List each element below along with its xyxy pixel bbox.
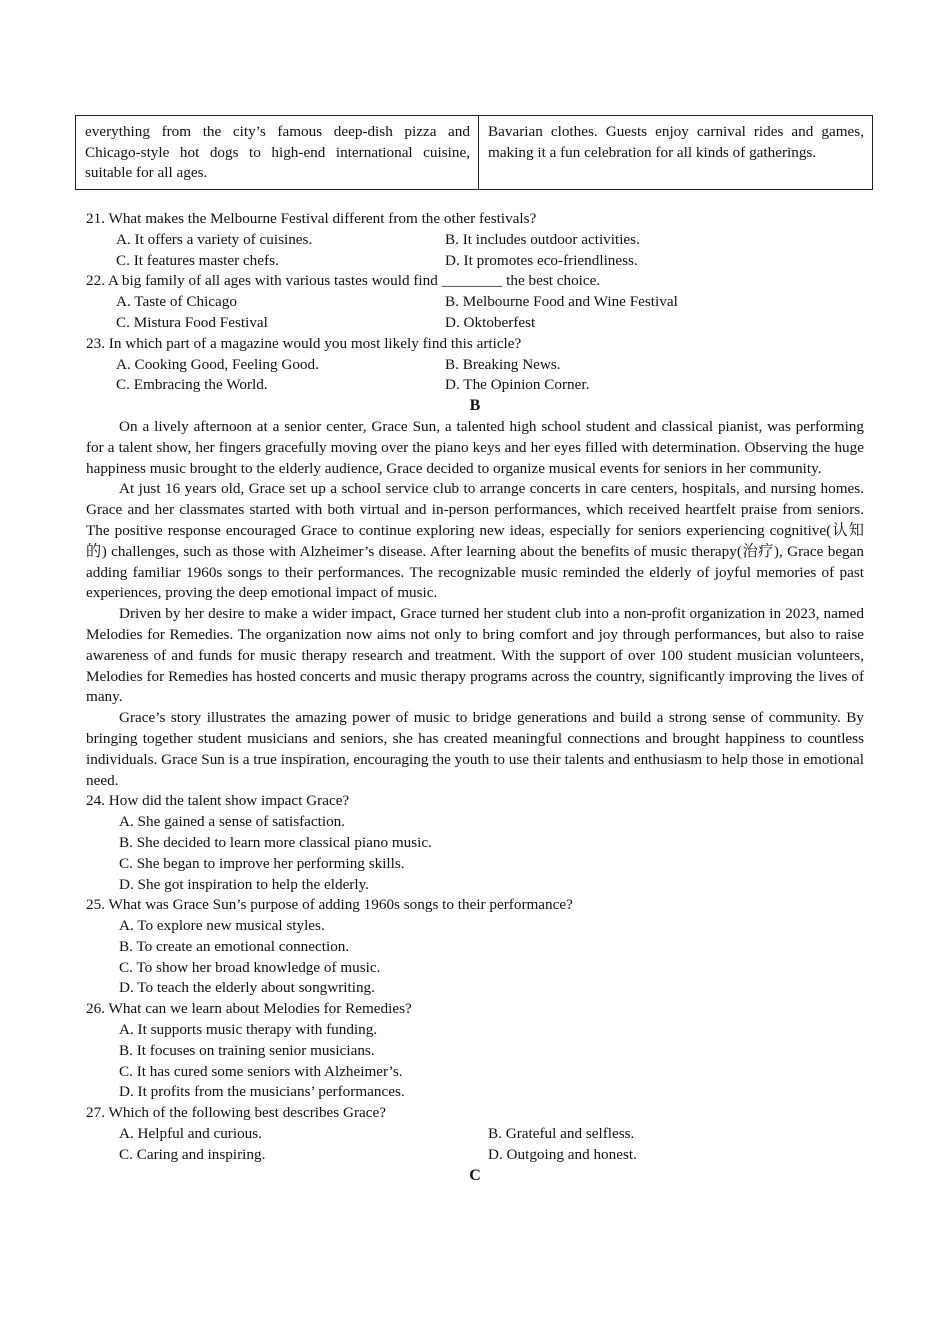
question-21-option-b: B. It includes outdoor activities.: [445, 230, 640, 248]
question-27-options-row-1: [86, 1124, 864, 1145]
question-23-option-b: B. Breaking News.: [445, 355, 561, 373]
question-24-option-a: A. She gained a sense of satisfaction.: [119, 813, 346, 831]
question-23-option-c: C. Embracing the World.: [116, 376, 268, 394]
question-22-option-d: D. Oktoberfest: [445, 313, 536, 331]
question-27-options-row-2: [86, 1145, 864, 1166]
passage-b-paragraph-4: Grace’s story illustrates the amazing power of music to bridge generations and build a strong sense of community. By bringing together student musicians and seniors, she has created meaningful connections and brought happiness to countless individuals. Grace Sun is a true inspiration, encouraging the youth to use their talents and enthusiasm to help those in emotional need.: [86, 709, 864, 789]
question-26-option-a: A. It supports music therapy with funding.: [119, 1021, 378, 1039]
question-22-option-c: C. Mistura Food Festival: [116, 313, 268, 331]
question-26-option-d: D. It profits from the musicians’ performances.: [119, 1083, 405, 1101]
table-cell-chicago: everything from the city’s famous deep-dish pizza and Chicago-style hot dogs to high-end international cuisine, suitable for all ages.: [76, 116, 479, 190]
question-27-option-d: D. Outgoing and honest.: [488, 1145, 637, 1163]
passage-b-paragraph-3: Driven by her desire to make a wider impact, Grace turned her student club into a non-profit organization in 2023, named Melodies for Remedies. The organization now aims not only to bring comfort and joy through performances, but also to raise awareness of and funds for music therapy research and treatment. With the support of over 100 student musician volunteers, Melodies for Remedies has hosted concerts and music therapy programs across the country, significantly improving the lives of many.: [86, 605, 864, 706]
passage-b-paragraph-1: On a lively afternoon at a senior center, Grace Sun, a talented high school student and classical pianist, was performing for a talent show, her fingers gracefully moving over the piano keys and her eyes filled with determination. Observing the huge happiness music brought to the elderly audience, Grace decided to organize musical events for seniors in her community.: [86, 417, 864, 477]
question-22-stem: 22. A big family of all ages with various tastes would find ________ the best choice.: [86, 272, 601, 290]
question-27-option-b: B. Grateful and selfless.: [488, 1125, 635, 1143]
question-25-option-b: B. To create an emotional connection.: [119, 937, 350, 955]
question-22-options-row-2: [86, 313, 864, 334]
question-22-options-row-1: [86, 292, 864, 313]
question-26-option-b: B. It focuses on training senior musicians.: [119, 1041, 375, 1059]
question-27-option-c: C. Caring and inspiring.: [119, 1145, 266, 1163]
question-23-options-row-1: [86, 355, 864, 376]
question-25-option-c: C. To show her broad knowledge of music.: [119, 958, 381, 976]
section-b-heading: B: [469, 397, 481, 415]
question-23-options-row-2: [86, 375, 864, 396]
question-24-option-d: D. She got inspiration to help the elderly.: [119, 875, 369, 893]
question-23-stem: 23. In which part of a magazine would you most likely find this article?: [86, 334, 522, 352]
question-23-option-d: D. The Opinion Corner.: [445, 376, 590, 394]
question-24-stem: 24. How did the talent show impact Grace?: [86, 792, 350, 810]
question-21-stem: 21. What makes the Melbourne Festival different from the other festivals?: [86, 210, 537, 227]
passage-b-paragraph-2: At just 16 years old, Grace set up a school service club to arrange concerts in care centers, hospitals, and nursing homes. Grace and her classmates started with both virtual and in-person performances, which received heartfelt praise from seniors. The positive response encouraged Grace to continue exploring new ideas, especially for seniors experiencing cognitive(认知的) challenges, such as those with Alzheimer’s disease. After learning about the benefits of music therapy(治疗), Grace began adding familiar 1960s songs to their performances. The recognizable music reminded the elderly of joyful memories of past experiences, proving the deep emotional impact of music.: [86, 480, 864, 602]
question-25-option-d: D. To teach the elderly about songwriting.: [119, 979, 375, 997]
question-25-stem: 25. What was Grace Sun’s purpose of adding 1960s songs to their performance?: [86, 896, 573, 914]
question-26-option-c: C. It has cured some seniors with Alzheimer’s.: [119, 1062, 403, 1080]
question-24-option-c: C. She began to improve her performing skills.: [119, 854, 405, 872]
question-21-options-row-1: [86, 230, 864, 251]
question-27-option-a: A. Helpful and curious.: [119, 1125, 262, 1143]
question-24-option-b: B. She decided to learn more classical piano music.: [119, 833, 432, 851]
question-27-stem: 27. Which of the following best describes Grace?: [86, 1104, 386, 1122]
question-22-option-a: A. Taste of Chicago: [116, 293, 237, 311]
festival-table: [75, 115, 873, 190]
table-cell-oktoberfest: Bavarian clothes. Guests enjoy carnival rides and games, making it a fun celebration for all kinds of gatherings.: [479, 116, 873, 190]
question-21-options-row-2: [86, 251, 864, 272]
question-23-option-a: A. Cooking Good, Feeling Good.: [116, 355, 319, 373]
question-26-stem: 26. What can we learn about Melodies for Remedies?: [86, 1000, 412, 1018]
question-22-option-b: B. Melbourne Food and Wine Festival: [445, 293, 678, 311]
table-row: [76, 116, 873, 190]
question-21-option-c: C. It features master chefs.: [116, 251, 279, 269]
question-21-option-d: D. It promotes eco-friendliness.: [445, 251, 638, 269]
question-21-option-a: A. It offers a variety of cuisines.: [116, 230, 313, 248]
section-c-heading: C: [469, 1166, 481, 1184]
exam-content: [86, 209, 864, 1186]
question-25-option-a: A. To explore new musical styles.: [119, 917, 325, 935]
